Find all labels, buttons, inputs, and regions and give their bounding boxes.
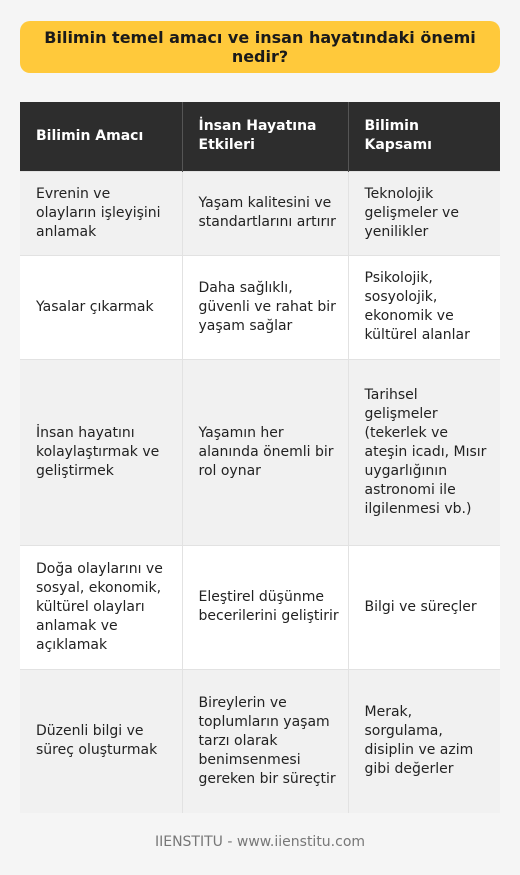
table-cell: Psikolojik, sosyolojik, ekonomik ve kültürel alanlar <box>348 255 500 359</box>
table-cell: Bireylerin ve toplumların yaşam tarzı olarak benimsenmesi gereken bir süreçtir <box>182 669 348 813</box>
page-title: Bilimin temel amacı ve insan hayatındaki önemi nedir? <box>44 28 476 66</box>
table-cell: Evrenin ve olayların işleyişini anlamak <box>20 171 182 255</box>
title-banner <box>20 21 500 73</box>
table-cell: İnsan hayatını kolaylaştırmak ve geliştirmek <box>20 359 182 545</box>
table-cell: Daha sağlıklı, güvenli ve rahat bir yaşam sağlar <box>182 255 348 359</box>
column-header-scope: Bilimin Kapsamı <box>348 102 500 171</box>
info-table <box>20 102 500 813</box>
table-cell: Bilgi ve süreçler <box>348 545 500 669</box>
table-cell: Düzenli bilgi ve süreç oluşturmak <box>20 669 182 813</box>
table-row <box>20 255 500 359</box>
table-cell: Tarihsel gelişmeler (tekerlek ve ateşin icadı, Mısır uygarlığının astronomi ile ilgilenmesi vb.) <box>348 359 500 545</box>
table-cell: Yasalar çıkarmak <box>20 255 182 359</box>
footer-credit: IIENSTITU - www.iienstitu.com <box>154 834 366 850</box>
table-row <box>20 545 500 669</box>
table-row <box>20 171 500 255</box>
table-cell: Eleştirel düşünme becerilerini geliştirir <box>182 545 348 669</box>
column-header-purpose: Bilimin Amacı <box>20 102 182 171</box>
table-cell: Yaşamın her alanında önemli bir rol oynar <box>182 359 348 545</box>
table-cell: Yaşam kalitesini ve standartlarını artırır <box>182 171 348 255</box>
table-cell: Teknolojik gelişmeler ve yenilikler <box>348 171 500 255</box>
column-header-effects: İnsan Hayatına Etkileri <box>182 102 348 171</box>
table-row <box>20 669 500 813</box>
table-cell: Merak, sorgulama, disiplin ve azim gibi değerler <box>348 669 500 813</box>
table-header-row <box>20 102 500 171</box>
table-cell: Doğa olaylarını ve sosyal, ekonomik, kültürel olayları anlamak ve açıklamak <box>20 545 182 669</box>
table-row <box>20 359 500 545</box>
